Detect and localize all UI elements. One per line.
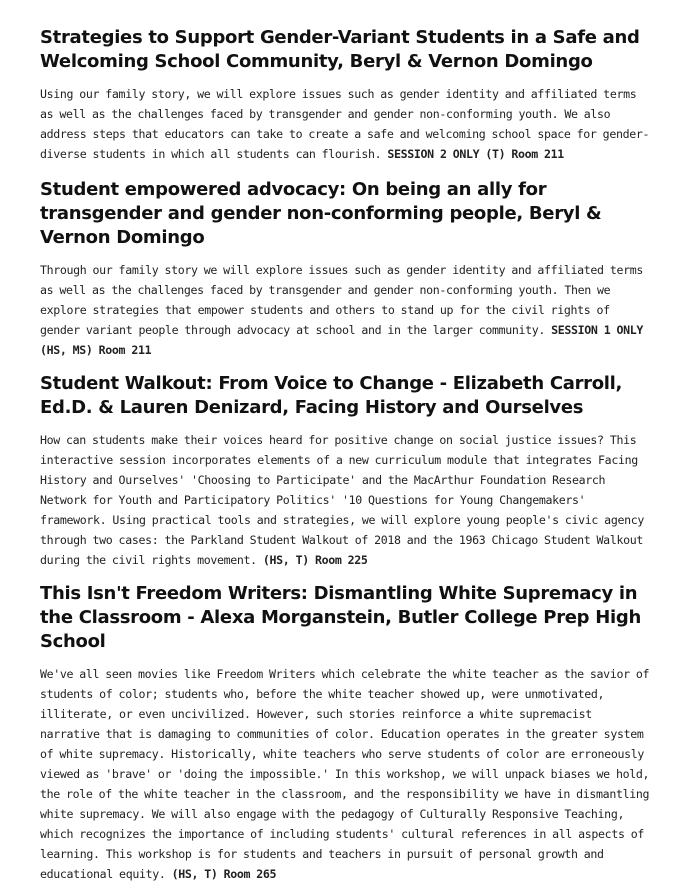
session-meta: SESSION 1 ONLY (HS, MS) Room 211 [40,323,643,357]
session-meta: (HS, T) Room 265 [171,867,277,881]
session-entry [40,582,650,884]
session-description [40,84,650,164]
session-title: Student empowered advocacy: On being an ally for transgender and gender non-conforming people, Beryl & Vernon Domingo [40,179,602,248]
session-meta: SESSION 2 ONLY (T) Room 211 [387,147,564,161]
session-description-text: How can students make their voices heard for positive change on social justice issues? This interactive session incorporates elements of a new curriculum module that integrates Facing History and Ourselves' 'Choosing to Participate' and the MacArthur Foundation Research Network for Youth and Participatory Politics' '10 Questions for Young Changemakers' framework. Using practical tools and strategies, we will explore young people's civic agency through two cases: the Parkland Student Walkout of 2018 and the 1963 Chicago Student Walkout during the civil rights movement. [40,433,644,567]
session-description [40,260,650,360]
session-description-text: Through our family story we will explore issues such as gender identity and affiliated terms as well as the challenges faced by transgender and gender non-conforming youth. Then we explore strategies that empower students and others to stand up for the civil rights of gender variant people through advocacy at school and in the larger community. [40,263,643,337]
session-list [40,26,650,884]
session-title: Strategies to Support Gender-Variant Students in a Safe and Welcoming School Community, Beryl & Vernon Domingo [40,27,640,72]
session-description-text: Using our family story, we will explore issues such as gender identity and affiliated terms as well as the challenges faced by transgender and gender non-conforming youth. We also address steps that educators can take to create a safe and welcoming school space for gender-diverse students in which all students can flourish. [40,87,650,161]
session-entry [40,178,650,360]
session-meta: (HS, T) Room 225 [262,553,368,567]
session-entry [40,372,650,570]
session-description [40,664,650,884]
session-title: This Isn't Freedom Writers: Dismantling White Supremacy in the Classroom - Alexa Morganstein, Butler College Prep High School [40,583,641,652]
session-entry [40,26,650,164]
session-description-text: We've all seen movies like Freedom Writers which celebrate the white teacher as the savior of students of color; students who, before the white teacher showed up, were unmotivated, illiterate, or even uncivilized. However, such stories reinforce a white supremacist narrative that is damaging to communities of color. Education operates in the greater system of white supremacy. Historically, white teachers who serve students of color are erroneously viewed as 'brave' or 'doing the impossible.' In this workshop, we will unpack biases we hold, the role of the white teacher in the classroom, and the responsibility we have in dismantling white supremacy. We will also engage with the pedagogy of Culturally Responsive Teaching, which recognizes the importance of including students' cultural references in all aspects of learning. This workshop is for students and teachers in pursuit of personal growth and educational equity. [40,667,650,881]
session-title: Student Walkout: From Voice to Change - Elizabeth Carroll, Ed.D. & Lauren Denizard, Facing History and Ourselves [40,373,623,418]
session-description [40,430,650,570]
